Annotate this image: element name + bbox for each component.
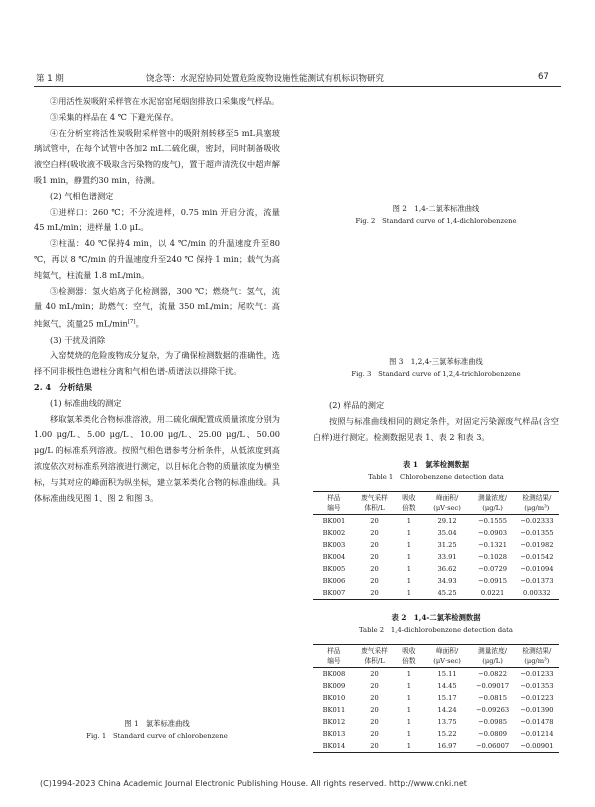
table-cell: 1 <box>406 706 412 714</box>
table-header-cell <box>424 492 471 515</box>
header-line: 测量浓度/ <box>478 647 508 655</box>
table-header-cell <box>313 645 355 668</box>
figure-caption-cn: 图 3 1,2,4-三氯苯标准曲线 <box>389 357 483 366</box>
table-cell: 1 <box>394 587 424 600</box>
table-row <box>313 668 559 681</box>
header-line: 倍数 <box>402 657 416 665</box>
header-line: 编号 <box>327 657 341 665</box>
table-cell: 13.75 <box>437 718 457 726</box>
header-line: (μg/m³) <box>524 504 550 512</box>
table-header-cell <box>313 492 355 515</box>
table-cell: BK003 <box>322 541 346 549</box>
table-cell: 1 <box>406 577 412 585</box>
table-cell: BK013 <box>322 730 346 738</box>
table-cell: 20 <box>370 694 379 702</box>
figure-caption-en: Fig. 3 Standard curve of 1,2,4-trichlorobenzene <box>351 370 521 378</box>
table-cell: 1 <box>406 541 412 549</box>
subheading: (2) 气相色谱测定 <box>50 190 114 201</box>
table-cell: 15.22 <box>437 730 457 738</box>
table-cell: 0.00332 <box>515 587 559 600</box>
table-cell: −0.09263 <box>475 706 510 714</box>
figure-caption-en: Fig. 2 Standard curve of 1,4-dichlorobenzene <box>355 217 517 225</box>
table-cell: −0.0985 <box>478 718 508 726</box>
table-cell: 15.11 <box>437 670 457 678</box>
table-cell: −0.01982 <box>520 541 554 549</box>
table-header-cell <box>470 492 514 515</box>
table-cell: 20 <box>370 553 379 561</box>
table-cell: 1 <box>406 718 412 726</box>
table-cell: 20 <box>370 517 379 525</box>
table-cell: −0.01390 <box>520 706 554 714</box>
table-cell: BK001 <box>322 517 346 525</box>
header-line: 废气采样 <box>361 647 388 655</box>
table-cell: −0.0915 <box>478 577 508 585</box>
header-line: 废气采样 <box>361 494 388 502</box>
copyright-footer: (C)1994-2023 China Academic Journal Electronic Publishing House. All rights reserved. http://www.cnki.net <box>40 779 467 788</box>
table-header-cell <box>424 645 471 668</box>
table-cell: −0.0729 <box>478 565 508 573</box>
table-cell: 45.25 <box>424 587 471 600</box>
paragraph: ③采集的样品在 4 ℃ 下避光保存。 <box>50 111 179 122</box>
table-row <box>313 539 559 551</box>
table-cell: 1 <box>406 565 412 573</box>
figure-1-caption <box>34 718 280 742</box>
paragraph: 按照与标准曲线相同的测定条件，对固定污染源废气样品(含空白样)进行测定。检测数据见表 1、表 2 和表 3。 <box>313 415 559 442</box>
header-line: 编号 <box>327 504 341 512</box>
paragraph: ②柱温：40 ℃保持4 min，以 4 ℃/min 的升温速度升至80 ℃，再以 8 ℃/min 的升温速度升至240 ℃ 保持 1 min；载气为高纯氦气，柱流量 1.8 mL/min。 <box>34 238 280 280</box>
table-cell: 1 <box>406 694 412 702</box>
table-cell: −0.01353 <box>520 682 554 690</box>
table-cell: 1 <box>406 517 412 525</box>
figure-caption-en: Fig. 1 Standard curve of chlorobenzene <box>86 732 228 740</box>
table-cell: BK004 <box>322 553 346 561</box>
table-header-cell <box>515 492 559 515</box>
table-cell: 36.62 <box>437 565 457 573</box>
table-cell: −0.01223 <box>520 694 554 702</box>
section-heading: 2. 4 分析结果 <box>34 382 93 393</box>
header-line: 检测结果/ <box>522 494 552 502</box>
table-cell: 20 <box>370 682 379 690</box>
header-line: (μV·sec) <box>433 657 461 665</box>
table-cell: −0.1321 <box>478 541 508 549</box>
paragraph <box>34 284 280 333</box>
table-cell: 29.12 <box>437 517 457 525</box>
table-cell: BK011 <box>322 706 346 714</box>
table-1 <box>313 491 559 600</box>
left-column <box>34 94 280 506</box>
table-caption-cn: 表 1 氯苯检测数据 <box>403 460 469 469</box>
table-row <box>313 716 559 728</box>
table-row <box>313 704 559 716</box>
table-cell: −0.01094 <box>520 565 554 573</box>
figure-caption-cn: 图 2 1,4-二氯苯标准曲线 <box>392 204 480 213</box>
paragraph: 移取氯苯类化合物标准溶液，用二硫化碳配置成质量浓度分别为 1.00 μg/L、5.00 μg/L、10.00 μg/L、25.00 μg/L、50.00 μg/L 的标准系列溶液。按照气相色谱参考分析条件，从低浓度到高浓度依次对标准系列溶液进行测定，以目标化合物的质量浓度为横坐标，与其对应的峰面积为纵坐标，建立氯苯类化合物的标准曲线。具体标准曲线见图 1、图 2 和图 3。 <box>34 413 280 503</box>
table-cell: BK014 <box>313 740 355 753</box>
table-cell: 1 <box>406 529 412 537</box>
table-cell: 1 <box>406 682 412 690</box>
table-cell: 15.17 <box>437 694 457 702</box>
table-cell: 34.93 <box>437 577 457 585</box>
paragraph-end: 。 <box>135 318 144 329</box>
header-line: (μg/L) <box>482 504 503 512</box>
table-cell: BK008 <box>322 670 346 678</box>
table-caption-en: Table 1 Chlorobenzene detection data <box>368 473 504 481</box>
table-cell: 20 <box>370 718 379 726</box>
subheading: (2) 样品的测定 <box>329 400 385 410</box>
table-cell: −0.02333 <box>520 517 554 525</box>
table-cell: 35.04 <box>437 529 457 537</box>
table-row <box>313 575 559 587</box>
header-rule <box>34 86 561 87</box>
header-line: 样品 <box>327 647 341 655</box>
citation-ref: [7] <box>127 319 136 326</box>
figure-2-caption <box>313 203 559 227</box>
table-header-cell <box>394 492 424 515</box>
subheading: (1) 标准曲线的测定 <box>50 397 122 408</box>
table-cell: −0.01233 <box>520 670 554 678</box>
table-header-cell <box>355 645 394 668</box>
paragraph-text: ③检测器：氢火焰离子化检测器，300 ℃；燃烧气：氢气，流量 40 mL/min；助燃气：空气，流量 350 mL/min；尾吹气：高纯氮气，流量25 mL/min <box>34 285 280 329</box>
table-cell: −0.06007 <box>470 740 514 753</box>
table-caption-en: Table 2 1,4-dichlorobenzene detection data <box>359 626 513 634</box>
table-cell: 33.91 <box>437 553 457 561</box>
table-cell: −0.01478 <box>520 718 554 726</box>
table-cell: −0.1028 <box>478 553 508 561</box>
table-cell: −0.00901 <box>515 740 559 753</box>
table-cell: 20 <box>370 541 379 549</box>
table-row <box>313 680 559 692</box>
header-line: 样品 <box>327 494 341 502</box>
header-line: (μV·sec) <box>433 504 461 512</box>
running-title: 饶念等：水泥窑协同处置危险废物设施性能测试有机标识物研究 <box>146 74 385 84</box>
paragraph: ①进样口：260 ℃；不分流进样，0.75 min 开启分流，流量 45 mL/min；进样量 1.0 μL。 <box>34 206 280 233</box>
table-cell: 20 <box>370 529 379 537</box>
table-cell: −0.0809 <box>478 730 508 738</box>
right-column-text <box>313 398 559 445</box>
table-caption-cn: 表 2 1,4-二氯苯检测数据 <box>391 613 481 622</box>
table-row <box>313 563 559 575</box>
table-cell: BK009 <box>322 682 346 690</box>
table-cell: −0.0815 <box>478 694 508 702</box>
page-number: 67 <box>538 72 549 82</box>
table-cell: 1 <box>406 553 412 561</box>
header-line: (μg/L) <box>482 657 503 665</box>
table-cell: 0.0221 <box>470 587 514 600</box>
table-2-caption <box>313 612 559 636</box>
subheading: (3) 干扰及消除 <box>50 334 106 345</box>
header-line: (μg/m³) <box>524 657 550 665</box>
header-line: 峰面积/ <box>435 647 459 655</box>
table-header-cell <box>394 645 424 668</box>
table-1-caption <box>313 459 559 483</box>
paragraph: 入窑焚烧的危险废物成分复杂，为了确保检测数据的准确性，选择不同非极性色谱柱分离和气相色谱-质谱法以排除干扰。 <box>34 350 280 377</box>
table-cell: BK010 <box>322 694 346 702</box>
paragraph: ④在分析室将活性炭吸附采样管中的吸附剂转移至5 mL具塞玻璃试管中，在每个试管中各加2 mL二硫化碳，密封，同时制备吸收液空白样(吸收液不吸取含污染物的废气)，置于超声清洗仪中超声解吸1 min，静置约30 min，待测。 <box>34 127 280 185</box>
header-line: 测量浓度/ <box>478 494 508 502</box>
table-cell: −0.01214 <box>520 730 554 738</box>
table-cell: BK005 <box>322 565 346 573</box>
table-row <box>313 740 559 753</box>
table-cell: 20 <box>370 706 379 714</box>
table-header-cell <box>355 492 394 515</box>
table-header-cell <box>470 645 514 668</box>
table-cell: −0.0822 <box>478 670 508 678</box>
table-cell: BK012 <box>322 718 346 726</box>
table-cell: −0.01542 <box>520 553 554 561</box>
table-row <box>313 587 559 600</box>
table-cell: −0.1555 <box>478 517 508 525</box>
figure-3-caption <box>313 356 559 380</box>
header-line: 体积/L <box>364 657 385 665</box>
table-cell: BK007 <box>313 587 355 600</box>
table-cell: 14.24 <box>437 706 457 714</box>
table-cell: BK006 <box>322 577 346 585</box>
table-row <box>313 527 559 539</box>
table-row <box>313 551 559 563</box>
table-row <box>313 515 559 528</box>
table-cell: −0.09017 <box>475 682 510 690</box>
header-line: 体积/L <box>364 504 385 512</box>
table-row <box>313 728 559 740</box>
table-cell: 20 <box>370 730 379 738</box>
table-cell: −0.0903 <box>478 529 508 537</box>
paragraph: ②用活性炭吸附采样管在水泥窑窑尾烟囱排放口采集废气样品。 <box>50 96 280 106</box>
header-line: 吸收 <box>402 647 416 655</box>
table-cell: 16.97 <box>424 740 471 753</box>
table-cell: 1 <box>394 740 424 753</box>
table-cell: 20 <box>370 577 379 585</box>
table-cell: BK002 <box>322 529 346 537</box>
table-2 <box>313 644 559 753</box>
header-line: 检测结果/ <box>522 647 552 655</box>
table-cell: 14.45 <box>437 682 457 690</box>
table-cell: −0.01373 <box>520 577 554 585</box>
header-line: 吸收 <box>402 494 416 502</box>
table-row <box>313 692 559 704</box>
table-cell: 31.25 <box>437 541 457 549</box>
journal-issue: 第 1 期 <box>36 74 64 84</box>
table-cell: −0.01355 <box>520 529 554 537</box>
table-cell: 20 <box>355 587 394 600</box>
table-header-cell <box>515 645 559 668</box>
figure-caption-cn: 图 1 氯苯标准曲线 <box>124 719 190 728</box>
header-line: 倍数 <box>402 504 416 512</box>
table-cell: 20 <box>355 740 394 753</box>
table-cell: 1 <box>406 730 412 738</box>
table-cell: 20 <box>370 670 379 678</box>
table-cell: 1 <box>406 670 412 678</box>
header-line: 峰面积/ <box>435 494 459 502</box>
table-cell: 20 <box>370 565 379 573</box>
